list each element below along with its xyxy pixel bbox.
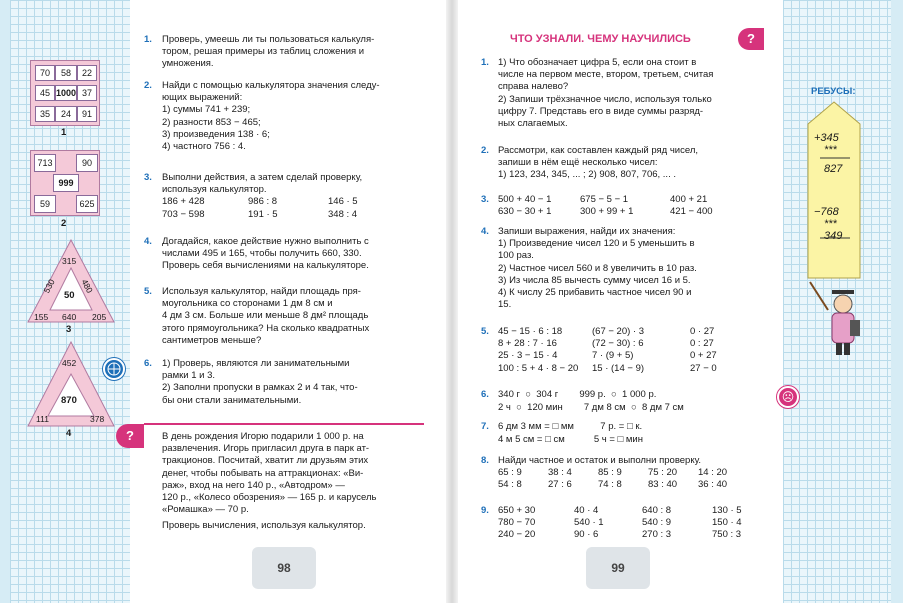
expression-cell: 15 · (14 − 9) bbox=[592, 362, 645, 374]
frame2-cell: 59 bbox=[34, 195, 56, 213]
task-number: 2. bbox=[144, 80, 152, 91]
frame1-label: 1 bbox=[61, 127, 67, 138]
task-line: этого прямоугольника? На сколько квадратных bbox=[162, 322, 370, 334]
frame1-cell: 91 bbox=[77, 106, 97, 122]
task-number: 3. bbox=[481, 194, 489, 205]
section-header: ЧТО УЗНАЛИ. ЧЕМУ НАУЧИЛИСЬ bbox=[510, 33, 691, 45]
page-number-right: 99 bbox=[586, 547, 650, 589]
rebus2-line3: 349 bbox=[824, 230, 843, 242]
box-line: раж», вход на него 140 р., «Автодром» — bbox=[162, 479, 345, 491]
task-line: 1) суммы 741 + 239; bbox=[162, 104, 251, 116]
expression-cell: 83 : 40 bbox=[648, 479, 678, 491]
expression-cell: 703 − 598 bbox=[162, 208, 205, 220]
expression-cell: 54 : 8 bbox=[498, 479, 522, 491]
task-line: 2) Запиши трёхзначное число, используя только bbox=[498, 93, 712, 105]
expression-cell: 40 · 4 bbox=[574, 505, 599, 516]
box-line: денег, чтобы побывать на аттракционах: «Ви- bbox=[162, 467, 364, 479]
header-badge: ? bbox=[738, 28, 764, 50]
expression-cell: 640 : 8 bbox=[642, 505, 672, 516]
expression-cell: 270 : 3 bbox=[642, 529, 672, 541]
task-line: ющих выражений: bbox=[162, 92, 243, 104]
frame4-top: 452 bbox=[62, 358, 77, 368]
expression-cell: 500 + 40 − 1 bbox=[498, 194, 552, 205]
expression-cell: 750 : 3 bbox=[712, 529, 742, 541]
globe-icon bbox=[103, 358, 125, 380]
task-line: Рассмотри, как составлен каждый ряд чисел, bbox=[498, 145, 699, 156]
task-line: Проверь, умеешь ли ты пользоваться калькуля- bbox=[162, 34, 375, 45]
task-line: Найди с помощью калькулятора значения следу- bbox=[162, 80, 380, 91]
task-line: сантиметров меньше? bbox=[162, 334, 262, 346]
task-number: 8. bbox=[481, 455, 489, 466]
frame3-label: 3 bbox=[66, 324, 72, 335]
task-row: 6 дм 3 мм = □ мм 7 р. = □ к. bbox=[498, 421, 643, 432]
frame4-label: 4 bbox=[66, 428, 72, 439]
professor-character bbox=[806, 280, 866, 360]
task-line: 2) Частное чисел 560 и 8 увеличить в 10 раз. bbox=[498, 262, 697, 274]
task-number: 5. bbox=[144, 286, 152, 297]
expression-cell: 65 : 9 bbox=[498, 467, 522, 479]
spine bbox=[446, 0, 458, 603]
task-number: 9. bbox=[481, 505, 489, 516]
frame1-cell: 37 bbox=[77, 85, 97, 101]
expression-cell: 986 : 8 bbox=[248, 196, 278, 208]
task-line: числе на первом месте, втором, третьем, считая bbox=[498, 69, 714, 81]
expression-cell: (72 − 30) : 6 bbox=[592, 338, 644, 350]
task-line: 3) Из числа 85 вычесть сумму чисел 16 и 5. bbox=[498, 274, 691, 286]
divider bbox=[144, 423, 424, 425]
frame1-cell: 24 bbox=[55, 106, 77, 122]
rebus-title: РЕБУСЫ: bbox=[811, 86, 856, 97]
frame3-bm: 640 bbox=[62, 312, 77, 322]
frame1-cell: 70 bbox=[35, 65, 55, 81]
task-line: Проверь себя вычислениями на калькуляторе. bbox=[162, 260, 369, 272]
expression-cell: 630 − 30 + 1 bbox=[498, 206, 552, 218]
frame1-cell: 58 bbox=[55, 65, 77, 81]
expression-cell: 780 − 70 bbox=[498, 517, 536, 529]
expression-cell: 100 : 5 + 4 · 8 − 20 bbox=[498, 362, 579, 374]
task-line: 15. bbox=[498, 299, 512, 311]
rebus2-line1: −768 bbox=[814, 206, 839, 218]
expression-cell: 0 + 27 bbox=[690, 350, 717, 362]
frame1-cell: 45 bbox=[35, 85, 55, 101]
task-line: числами 495 и 165, чтобы получить 660, 330. bbox=[162, 248, 362, 260]
expression-cell: 540 · 1 bbox=[574, 517, 604, 529]
task-line: 3) произведения 138 · 6; bbox=[162, 128, 270, 140]
task-number: 2. bbox=[481, 145, 489, 156]
task-number: 4. bbox=[481, 226, 489, 237]
task-line: 4 дм 3 см. Больше или меньше 8 дм² площадь bbox=[162, 310, 369, 322]
expression-cell: 191 · 5 bbox=[248, 208, 278, 220]
expression-cell: 540 : 9 bbox=[642, 517, 672, 529]
frame-2 bbox=[30, 150, 100, 216]
expression-cell: 186 + 428 bbox=[162, 196, 205, 208]
frame3-left: 530 bbox=[41, 277, 57, 295]
task-number: 4. bbox=[144, 236, 152, 247]
expression-cell: 75 : 20 bbox=[648, 467, 678, 479]
task-line: 2) разности 853 − 465; bbox=[162, 116, 261, 128]
expression-cell: 25 · 3 − 15 · 4 bbox=[498, 350, 558, 362]
rebus1-line2: *** bbox=[824, 144, 837, 156]
expression-cell: 90 · 6 bbox=[574, 529, 599, 541]
question-badge-icon: ? bbox=[116, 424, 144, 448]
expression-cell: 675 − 5 − 1 bbox=[580, 194, 629, 205]
task-line: 1) Что обозначает цифра 5, если она стоит в bbox=[498, 57, 697, 68]
frame4-br: 378 bbox=[90, 414, 105, 424]
task-line: Выполни действия, а затем сделай проверку, bbox=[162, 172, 363, 183]
expression-cell: 85 : 9 bbox=[598, 467, 622, 479]
expression-cell: 130 · 5 bbox=[712, 505, 742, 516]
frame3-center: 50 bbox=[64, 290, 75, 301]
task-line: справа налево? bbox=[498, 81, 569, 93]
task-number: 5. bbox=[481, 326, 489, 337]
expression-cell: 240 − 20 bbox=[498, 529, 536, 541]
expression-cell: 38 : 4 bbox=[548, 467, 572, 479]
task-line: Используя калькулятор, найди площадь пря- bbox=[162, 286, 361, 297]
task-number: 3. bbox=[144, 172, 152, 183]
task-row: 2 ч ○ 120 мин 7 дм 8 см ○ 8 дм 7 см bbox=[498, 402, 684, 414]
frame1-cell: 1000 bbox=[55, 85, 77, 101]
expression-cell: 27 − 0 bbox=[690, 362, 717, 374]
page-number-left: 98 bbox=[252, 547, 316, 589]
frame1-cell: 35 bbox=[35, 106, 55, 122]
box-line: 120 р., «Колесо обозрения» — 165 р. и карусель bbox=[162, 492, 377, 503]
expression-cell: 8 + 28 : 7 · 16 bbox=[498, 338, 557, 350]
task-line: 4) К числу 25 прибавить частное чисел 90 и bbox=[498, 287, 692, 298]
expression-cell: 421 − 400 bbox=[670, 206, 713, 218]
frame2-cell: 90 bbox=[76, 154, 98, 172]
task-line: Догадайся, какое действие нужно выполнить с bbox=[162, 236, 369, 247]
frame2-label: 2 bbox=[61, 218, 67, 229]
expression-cell: 74 : 8 bbox=[598, 479, 622, 491]
frame-1 bbox=[30, 60, 100, 126]
expression-cell: (67 − 20) · 3 bbox=[592, 326, 645, 337]
task-line: 1) Проверь, являются ли занимательными bbox=[162, 358, 350, 369]
task-line: Найди частное и остаток и выполни проверку. bbox=[498, 455, 702, 466]
rebus2-line2: *** bbox=[824, 218, 837, 230]
frame3-right: 480 bbox=[79, 277, 95, 295]
expression-cell: 300 + 99 + 1 bbox=[580, 206, 634, 218]
rebus-card bbox=[806, 100, 862, 280]
box-last: Проверь вычисления, используя калькулятор. bbox=[162, 520, 366, 532]
rebus1-line3: 827 bbox=[824, 163, 843, 175]
task-line: используя калькулятор. bbox=[162, 184, 267, 196]
expression-cell: 0 : 27 bbox=[690, 338, 714, 350]
expression-cell: 348 : 4 bbox=[328, 208, 358, 220]
frame2-cell: 625 bbox=[76, 195, 98, 213]
face-icon: ☹ bbox=[777, 386, 799, 408]
frame2-cell: 999 bbox=[53, 174, 79, 192]
task-row: 4 м 5 см = □ см 5 ч = □ мин bbox=[498, 434, 643, 446]
frame4-bl: 111 bbox=[36, 414, 49, 424]
task-number: 6. bbox=[144, 358, 152, 369]
expression-cell: 36 : 40 bbox=[698, 479, 728, 491]
task-line: 2) Заполни пропуски в рамках 2 и 4 так, что- bbox=[162, 382, 358, 394]
task-line: цифру 7. Представь его в виде суммы разряд- bbox=[498, 105, 704, 117]
task-number: 7. bbox=[481, 421, 489, 432]
rebus1-line1: +345 bbox=[814, 132, 839, 144]
expression-cell: 7 · (9 + 5) bbox=[592, 350, 634, 362]
task-line: Запиши выражения, найди их значения: bbox=[498, 226, 676, 237]
expression-cell: 650 + 30 bbox=[498, 505, 536, 516]
task-line: 100 раз. bbox=[498, 250, 534, 262]
task-number: 1. bbox=[144, 34, 152, 45]
task-row: 340 г ○ 304 г 999 р. ○ 1 000 р. bbox=[498, 389, 657, 400]
task-line: ных слагаемых. bbox=[498, 118, 568, 129]
box-line: развлечения. Игорь пригласил друга в парк ат- bbox=[162, 443, 370, 455]
task-number: 1. bbox=[481, 57, 489, 68]
task-line: запиши в нём ещё несколько чисел: bbox=[498, 157, 658, 169]
box-line: В день рождения Игорю подарили 1 000 р. на bbox=[162, 431, 364, 442]
task-line: тором, решая примеры из таблиц сложения и bbox=[162, 46, 365, 58]
task-line: 4) частного 756 : 4. bbox=[162, 141, 246, 152]
expression-cell: 45 − 15 · 6 : 18 bbox=[498, 326, 563, 337]
expression-cell: 400 + 21 bbox=[670, 194, 708, 205]
frame1-cell: 22 bbox=[77, 65, 97, 81]
task-line: 1) 123, 234, 345, ... ; 2) 908, 807, 706, ... . bbox=[498, 169, 676, 181]
task-line: бы они стали занимательными. bbox=[162, 394, 302, 406]
task-line: умножения. bbox=[162, 58, 214, 70]
task-line: моугольника со сторонами 1 дм 8 см и bbox=[162, 298, 333, 310]
box-line: «Ромашка» — 70 р. bbox=[162, 504, 249, 516]
frame3-top: 315 bbox=[62, 256, 77, 266]
task-line: рамки 1 и 3. bbox=[162, 370, 215, 382]
box-line: тракционов. Посчитай, хватит ли друзьям этих bbox=[162, 455, 369, 467]
expression-cell: 0 · 27 bbox=[690, 326, 715, 337]
expression-cell: 150 · 4 bbox=[712, 517, 742, 529]
frame4-center: 870 bbox=[61, 395, 77, 406]
task-number: 6. bbox=[481, 389, 489, 400]
expression-cell: 146 · 5 bbox=[328, 196, 358, 208]
expression-cell: 14 : 20 bbox=[698, 467, 728, 479]
frame3-br: 205 bbox=[92, 312, 107, 322]
task-line: 1) Произведение чисел 120 и 5 уменьшить в bbox=[498, 238, 695, 250]
frame3-bl: 155 bbox=[34, 312, 49, 322]
expression-cell: 27 : 6 bbox=[548, 479, 572, 491]
frame2-cell: 713 bbox=[34, 154, 56, 172]
